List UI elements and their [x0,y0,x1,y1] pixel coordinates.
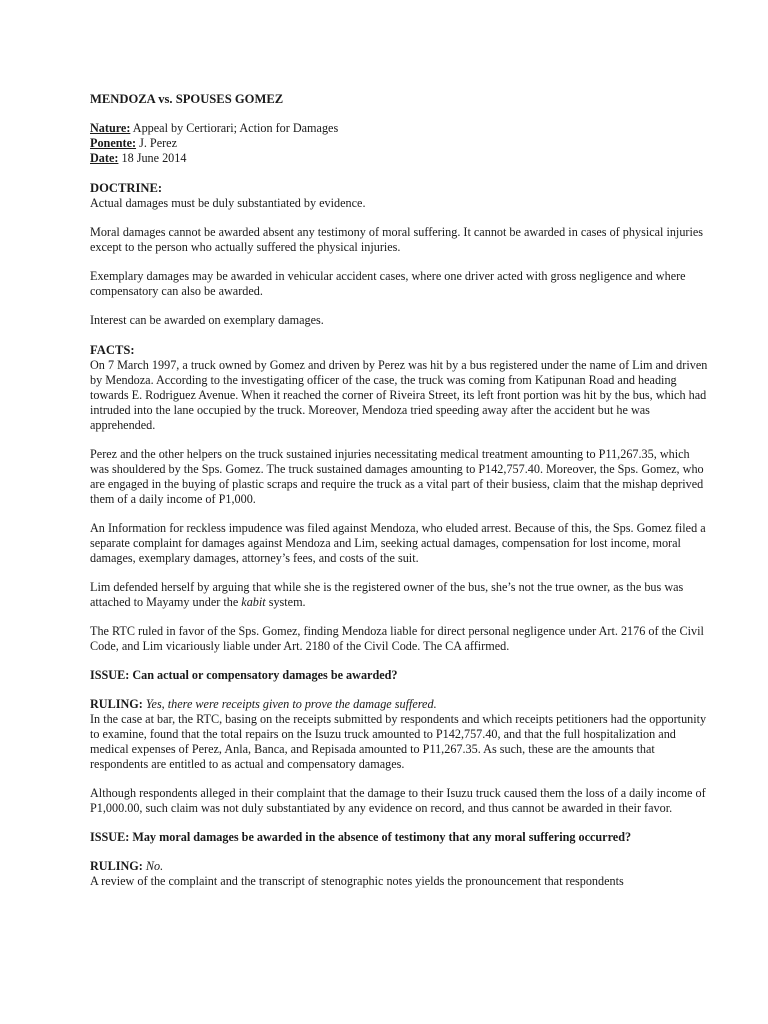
ponente-line [90,136,708,151]
ruling-label: RULING: [90,697,143,711]
kabit-term: kabit [241,595,266,609]
ponente-label: Ponente: [90,136,137,150]
doctrine-paragraph: Interest can be awarded on exemplary damages. [90,313,324,327]
issue-heading: ISSUE: Can actual or compensatory damages be awarded? [90,668,398,682]
case-title: MENDOZA vs. SPOUSES GOMEZ [90,92,284,106]
facts-paragraph: Perez and the other helpers on the truck sustained injuries necessitating medical treatment amounting to P11,267.35, which was shouldered by the Sps. Gomez. The truck sustained damages amounting to P142,757.40. Moreover, the Sps. Gomez, who are engaged in the buying of plastic scraps and require the truck as a vital part of their busiess, claim that the mishap deprived them of a daily income of P1,000. [90,447,704,506]
date-line [90,151,708,166]
nature-line [90,121,708,136]
date-label: Date: [90,151,119,165]
ruling-line [90,859,708,874]
ruling-answer: No. [142,859,164,873]
facts-paragraph-lim [90,580,708,610]
doctrine-heading: DOCTRINE: [90,181,163,195]
doctrine-paragraph: Moral damages cannot be awarded absent any testimony of moral suffering. It cannot be awarded in cases of physical injuries except to the person who actually suffered the physical injuries. [90,225,704,254]
facts-paragraph: On 7 March 1997, a truck owned by Gomez and driven by Perez was hit by a bus registered under the name of Lim and driven by Mendoza. According to the investigating officer of the case, the truck was coming from Katipunan Road and heading towards E. Rodriguez Avenue. When it reached the corner of Riveira Street, its left front portion was hit by the bus, which had intruded into the lane occupied by the truck. Moreover, Mendoza tried speeding away after the accident but he was apprehended. [90,358,708,432]
ruling-paragraph: Although respondents alleged in their complaint that the damage to their Isuzu truck caused them the loss of a daily income of P1,000.00, such claim was not duly substantiated by any evidence on record, and thus cannot be awarded in their favor. [90,786,706,815]
facts-heading: FACTS: [90,343,135,357]
issue-heading: ISSUE: May moral damages be awarded in the absence of testimony that any moral suffering occurred? [90,830,632,844]
ruling-answer: Yes, there were receipts given to prove the damage suffered. [142,697,437,711]
lim-text-before: Lim defended herself by arguing that while she is the registered owner of the bus, she’s not the true owner, as the bus was attached to Mayamy under the [90,580,684,609]
facts-paragraph: An Information for reckless impudence was filed against Mendoza, who eluded arrest. Because of this, the Sps. Gomez filed a separate complaint for damages against Mendoza and Lim, seeking actual damages, compensation for lost income, moral damages, exemplary damages, attorney’s fees, and costs of the suit. [90,521,706,565]
ruling-paragraph: In the case at bar, the RTC, basing on the receipts submitted by respondents and which receipts petitioners had the opportunity to examine, found that the total repairs on the Isuzu truck amounted to P142,757.40, and that the full hospitalization and medical expenses of Perez, Anla, Banca, and Repisada amounted to P11,267.35. As such, these are the amounts that respondents are entitled to as actual and compensatory damages. [90,712,707,771]
ruling-label: RULING: [90,859,143,873]
nature-label: Nature: [90,121,131,135]
ruling-line [90,697,708,712]
ruling-paragraph: A review of the complaint and the transcript of stenographic notes yields the pronouncement that respondents [90,874,624,888]
doctrine-paragraph: Exemplary damages may be awarded in vehicular accident cases, where one driver acted with gross negligence and where compensatory can also be awarded. [90,269,686,298]
date-value: 18 June 2014 [118,151,187,165]
ponente-value: J. Perez [136,136,177,150]
doctrine-paragraph: Actual damages must be duly substantiated by evidence. [90,196,366,210]
nature-value: Appeal by Certiorari; Action for Damages [130,121,339,135]
facts-paragraph-rtc: The RTC ruled in favor of the Sps. Gomez, finding Mendoza liable for direct personal negligence under Art. 2176 of the Civil Code, and Lim vicariously liable under Art. 2180 of the Civil Code. The CA affirmed. [90,624,704,653]
lim-text-after: system. [265,595,306,609]
